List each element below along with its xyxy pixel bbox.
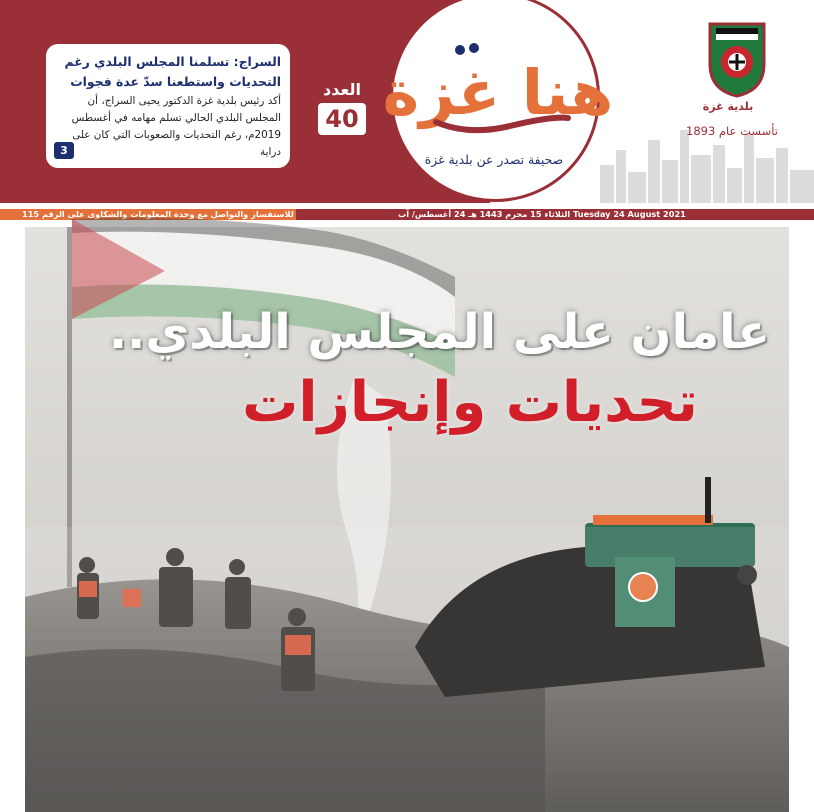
newspaper-logo [382, 26, 614, 146]
issue-label: العدد [323, 80, 361, 99]
teaser-page-badge[interactable]: 3 [54, 142, 74, 159]
teaser-body: أكد رئيس بلدية غزة الدكتور يحيى السراج، أن المجلس البلدي الحالي تسلم مهامه في أغسطس 2019م، رغم التحديات والصعوبات التي كان على دراية [71, 95, 281, 158]
teaser-title[interactable]: السراج: تسلمنا المجلس البلدي رغم التحديات واستطعنا سدّ عدة فجوات [64, 54, 281, 89]
cover-subheadline[interactable]: تحديات وإنجازات [242, 370, 698, 435]
logo-wordmark-text: هنا غزة [382, 56, 614, 129]
founded-year: تأسست عام 1893 [686, 124, 778, 138]
date-text: الثلاثاء 15 محرم 1443 هـ 24 أغسطس/ آب Tuesday 24 August 2021 [398, 209, 686, 219]
cover-headline[interactable]: عامان على المجلس البلدي.. [108, 304, 770, 360]
contact-text: للاستفسار والتواصل مع وحدة المعلومات والشكاوى على الرقم 115 [22, 209, 294, 219]
emblem-caption: بلدية غزة [702, 100, 754, 113]
teaser-box[interactable] [46, 44, 290, 168]
logo-tagline: صحيفة تصدر عن بلدية غزة [424, 152, 564, 167]
issue-number: 40 [318, 103, 366, 135]
issue-block [312, 80, 372, 135]
masthead [0, 0, 814, 203]
gaza-municipality-emblem-icon [706, 20, 768, 98]
